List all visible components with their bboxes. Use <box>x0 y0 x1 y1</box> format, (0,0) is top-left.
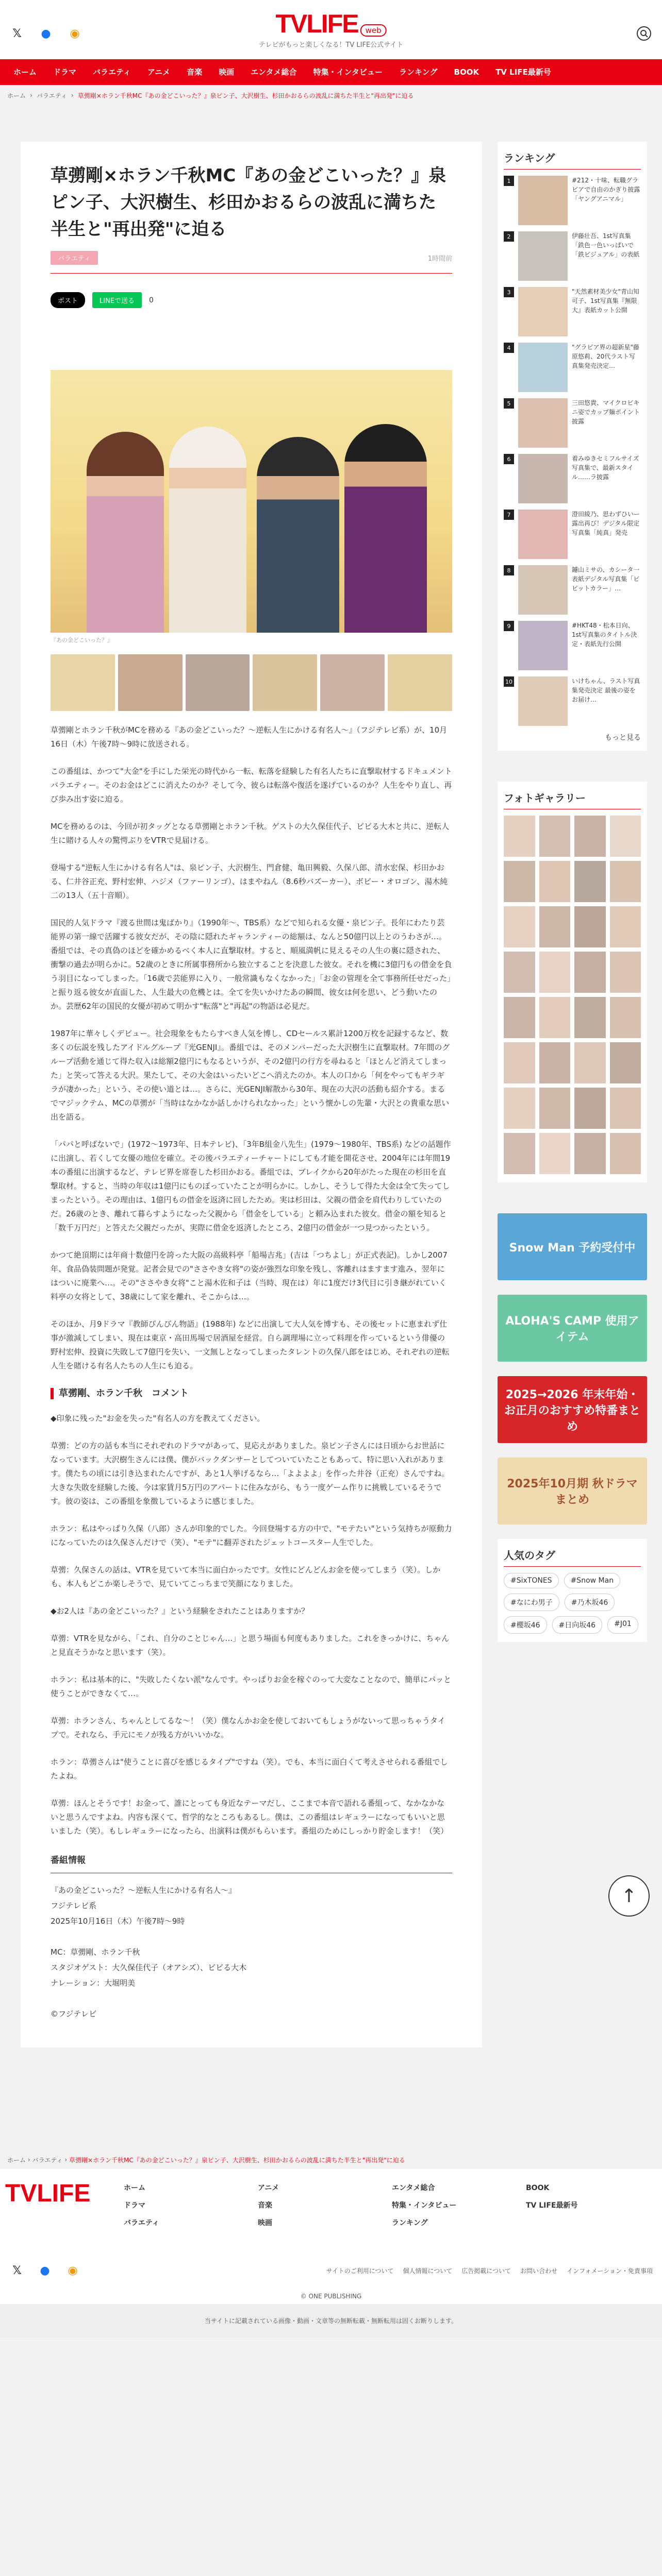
nav-music[interactable]: 音楽 <box>187 67 203 77</box>
rank-text: 伊藤壮吾、1st写真集「鉄色一色いっぱいで「鉄ビジュアル」の表紙 <box>572 232 640 258</box>
comment: 草彅：ほんとそうです！お金って、誰にとっても身近なテーマだし、ここまで本音で語れる番組って、なかなかないと思うんですよね。内容も深くて、哲学的なところもあるし。僕は、この番組はレギュラーになってもいいと思いました（笑）。もしレギュラーになったら、出演料は僕がもらいます。番組のためにしっかり貯金します！（笑） <box>51 1799 449 1836</box>
banner-newyear[interactable]: 2025→2026 年末年始・お正月のおすすめ特番まとめ <box>498 1376 647 1443</box>
gallery-thumb[interactable] <box>504 861 535 902</box>
footer-notice: 当サイトに記載されている画像・動画・文章等の無断転載・無断転用は固くお断りします。 <box>0 2304 662 2337</box>
arrow-up-icon: ↑ <box>621 1885 637 1907</box>
tags-title: 人気のタグ <box>504 1547 641 1567</box>
tag[interactable]: #乃木坂46 <box>565 1594 615 1611</box>
rank-text: "天然素材美少女"青山知可子、1st写真集『無限大』表紙カット公開 <box>572 288 640 314</box>
breadcrumb-current: 草彅剛×ホラン千秋MC『あの金どこいった？』泉ピン子、大沢樹生、杉田かおるらの波乱に満ちた半生と"再出発"に迫る <box>69 2156 405 2164</box>
gallery-thumb[interactable] <box>539 906 571 947</box>
rank-text: 鑢山ミサの、カシータ一表紙デジタル写真集「ビビットカラー」… <box>572 566 640 592</box>
gallery-title: フォトギャラリー <box>504 790 641 809</box>
footer-small-link[interactable]: 個人情報について <box>403 2267 453 2275</box>
hero-image <box>51 370 452 633</box>
gallery-thumb[interactable] <box>610 861 641 902</box>
comment: ◆印象に残った"お金を失った"有名人の方を教えてください。 <box>51 1414 265 1423</box>
ranking-item[interactable] <box>504 231 641 281</box>
search-icon[interactable] <box>636 26 652 41</box>
rss-icon[interactable]: ◉ <box>68 2264 78 2277</box>
paragraph: そのほか、月9ドラマ『教師びんびん物語』(1988年) などに出演して大人気を博すも、その後セットに恵まれず仕事が激減してしまい、現在は東京・高田馬場で居酒屋を経営。自ら調理場に立って料理を作っているという俳優の野村宏伸、投資に失敗して7億円を失い、一文無しとなってしまったタレントの久保八郎をはじめ、それぞれの逆転人生を賭ける有名人たちの人生にも迫る。 <box>51 1319 450 1370</box>
rank-text: 三田悠貴、マイクロビキニ姿でカップ麺ポイント披露 <box>572 399 640 425</box>
rank-text: 澄田綾乃、思わずひいー露出再び！デジタル限定写真集「純真」発売 <box>572 511 640 536</box>
rank-number: 2 <box>504 231 514 242</box>
nav-feature[interactable]: 特集・インタビュー <box>313 67 383 77</box>
breadcrumb-current: 草彅剛×ホラン千秋MC『あの金どこいった？』泉ピン子、大沢樹生、杉田かおるらの波乱に満ちた半生と"再出発"に迫る <box>77 92 414 99</box>
comment: 草彅：VTRを見ながら、「これ、自分のことじゃん…」と思う場面も何度もありました。これをきっかけに、ちゃんと見直そうかなと思います（笑）。 <box>51 1634 450 1657</box>
sidebar <box>498 142 647 1673</box>
nav-entame[interactable]: エンタメ総合 <box>251 67 297 77</box>
paragraph: かつて絶頂期には年商十数億円を誇った大阪の高級料亭「船場吉兆」(吉は「つちよし」が正式表記)。しかし2007年、食品偽装問題が発覚。記者会見での"ささやき女将"の姿が強烈な印象を残し、客離れはますます進み、翌年にはついに廃業へ…。その"ささやき女将"こと湯木佐和子は（当時、現在は）年に1度だけ3代目に引き継がれていく料亭の女将として、38歳にして家を離れ、そこからは…。 <box>51 1250 448 1301</box>
gallery-thumb[interactable] <box>539 952 571 993</box>
info-line: ©フジテレビ <box>51 2009 97 2019</box>
nav-anime[interactable]: アニメ <box>147 67 171 77</box>
gallery-thumb[interactable] <box>574 861 606 902</box>
article-date: 1時間前 <box>427 255 452 263</box>
tag[interactable]: #日向坂46 <box>552 1616 603 1634</box>
tag[interactable]: #櫻坂46 <box>504 1616 547 1634</box>
info-line: 『あの金どこいった？〜逆転人生にかける有名人〜』 <box>51 1886 237 1895</box>
footer-link[interactable]: バラエティ <box>124 2219 159 2227</box>
logo-text: TVLIFE <box>275 9 358 38</box>
gallery-thumb[interactable] <box>610 952 641 993</box>
gallery-thumb[interactable] <box>539 997 571 1038</box>
rank-text: #212・十味、転職グラビアで自由のかぎり披露「ヤングアニマル」 <box>572 177 640 202</box>
gallery-thumb[interactable] <box>574 1042 606 1083</box>
category-badge[interactable]: バラエティ <box>51 251 98 265</box>
footer-small-link[interactable]: インフォメーション・免責事項 <box>567 2267 653 2275</box>
nav-home[interactable]: ホーム <box>13 67 37 77</box>
footer-small-link[interactable]: お問い合わせ <box>520 2267 558 2275</box>
info-line: ナレーション：大堀明美 <box>51 1978 136 1988</box>
rank-number: 3 <box>504 287 514 297</box>
rank-number: 1 <box>504 176 514 186</box>
ranking-item[interactable] <box>504 176 641 225</box>
rank-number: 8 <box>504 565 514 575</box>
gallery-thumb[interactable] <box>504 816 535 857</box>
info-line: フジテレビ系 <box>51 1901 97 1910</box>
gallery-thumb[interactable] <box>574 906 606 947</box>
paragraph: 1987年に華々しくデビュー。社会現象をもたらすべき人気を博し、CDセールス累計1200万枚を記録するなど、数多くの伝説を残したアイドルグループ『光GENJI』。番組では、そのメンバーだった大沢樹生に直撃取材。7年間のグループ活動を通じて得た収入は総額2億円にもなるというが、その2億円の行方を尋ねると「ほとんど消えてしまった」と笑って答える大沢。果たして、その大金はいったいどこへ消えたのか。本人の口から「何をやってもギラギラが凄かった」という、その使い道とは…。さらに、光GENJI解散から30年、現在の大沢の活動も紹介する。まるでマジックテム、MCの草彅が「当時はなかなか話しかけられなかった」という懐かしの先輩・大沢との貴重な思い出を語る。 <box>51 1029 450 1122</box>
x-icon[interactable]: 𝕏 <box>12 27 22 40</box>
paragraph: 登場する"逆転人生にかける有名人"は、泉ピン子、大沢樹生、門倉健、亀田興毅、久保八郎、清水宏保、杉田かおる、仁井谷正充、野村宏伸、ハジメ（ファーリンゴ）、はまやねん（8.6秒バズーカー）、ボビー・オロゴン、湯木純二の13人（五十音順）。 <box>51 863 448 900</box>
copyright: © ONE PUBLISHING <box>300 2293 362 2300</box>
gallery-thumb[interactable] <box>539 861 571 902</box>
footer-link[interactable]: ドラマ <box>124 2201 145 2210</box>
ranking-item[interactable] <box>504 454 641 503</box>
info-line: MC：草彅剛、ホラン千秋 <box>51 1947 140 1957</box>
hero-caption: 『あの金どこいった？』 <box>51 637 113 643</box>
gallery-thumb[interactable] <box>504 997 535 1038</box>
gallery-thumb[interactable] <box>610 1088 641 1129</box>
gallery-thumb[interactable] <box>539 1042 571 1083</box>
comment: 草彅：久保さんの話は、VTRを見ていて本当に面白かったです。女性にどんどんお金を使ってしまう（笑）。しかも、本人もどこか楽しそうで、見ていてこっちまで笑顔になりました。 <box>51 1565 441 1588</box>
header <box>0 0 662 59</box>
banner-autumn-drama[interactable]: 2025年10月期 秋ドラマまとめ <box>498 1458 647 1524</box>
article-body <box>51 723 452 2022</box>
comment: ホラン：草彅さんは"使うことに喜びを感じるタイプ"ですね（笑）。でも、本当に面白くて考えさせられる番組でしたよね。 <box>51 1757 448 1781</box>
gallery-grid <box>504 816 641 1174</box>
ranking-item[interactable] <box>504 343 641 392</box>
article-title: 草彅剛×ホラン千秋MC『あの金どこいった？』泉ピン子、大沢樹生、杉田かおるらの波乱に満ちた半生と"再出発"に迫る <box>51 165 446 240</box>
gallery-thumb[interactable] <box>574 1133 606 1174</box>
paragraph: 「パパと呼ばないで」(1972〜1973年、日本テレビ)、「3年B組金八先生」(1979〜1980年、TBS系) などの話題作に出演し、若くして女優の地位を確立。その後バラエティーチャートにしても才能を開花させ、2004年には年間19本の番組に出演するなど、テレビ界を席巻した杉田かおる。番組では、ブレイクから20年がたった現在の杉田を直撃取材。すると、当時の年収は1億円にものぼっていたことが明らかに。しかし、そうして得た大金は全て失ってしまったという。その理由は、1億円もの借金を返済に回したため。実は杉田は、父親の借金を肩代わりしていたのだ。26歳のとき、離れて暮らすようになった父親から「借金をしている」と頼み込まれた彼女。借金の額を知ると「数千万円だ」と答えた父親だったが、実際に借金を返済したところ、2億円の借金が一つ見つかったという。 <box>51 1140 451 1232</box>
tag[interactable]: #SixTONES <box>504 1573 559 1588</box>
rank-number: 6 <box>504 454 514 464</box>
gallery-thumb[interactable] <box>504 1042 535 1083</box>
ranking-item[interactable] <box>504 621 641 670</box>
rank-number: 9 <box>504 621 514 631</box>
footer-link[interactable]: 特集・インタビュー <box>392 2201 457 2210</box>
gallery-thumb[interactable] <box>610 906 641 947</box>
info-heading: 番組情報 <box>51 1854 452 1873</box>
share-x-button[interactable]: ポスト <box>51 292 85 308</box>
program-info <box>51 1883 452 2022</box>
banner-aloha-camp[interactable]: ALOHA'S CAMP 使用アイテム <box>498 1295 647 1362</box>
footer-logo[interactable]: TVLIFE <box>5 2180 91 2207</box>
footer-small-link[interactable]: 広告掲載について <box>461 2267 511 2275</box>
share-line-button[interactable]: LINEで送る <box>92 292 142 308</box>
thumbnail[interactable] <box>253 654 317 711</box>
breadcrumb: ホーム › バラエティ › 草彅剛×ホラン千秋MC『あの金どこいった？』泉ピン子、大沢樹生、杉田かおるらの波乱に満ちた半生と"再出発"に迫る <box>0 85 662 106</box>
nav-latest[interactable]: TV LIFE最新号 <box>495 67 551 77</box>
rank-text: 着みゆきセミフルサイズ写真集で、最新スタイル……ラ披露 <box>572 455 639 481</box>
gallery-thumb[interactable] <box>539 1088 571 1129</box>
page-top-button[interactable] <box>608 1875 650 1917</box>
facebook-icon[interactable]: ● <box>40 2264 50 2277</box>
gallery-thumb[interactable] <box>574 1088 606 1129</box>
breadcrumb-home[interactable]: ホーム <box>7 2156 26 2164</box>
rank-number: 7 <box>504 510 514 520</box>
rank-text: いけちゃん、ラスト写真集発売決定 最後の姿をお届け… <box>572 677 640 703</box>
header-social <box>9 26 82 41</box>
ranking-item[interactable] <box>504 565 641 615</box>
rank-text: #HKT48・松本日向、1st写真集のタイトル決定・表紙先行公開 <box>572 622 637 648</box>
site-logo[interactable] <box>259 10 404 49</box>
gallery-thumb[interactable] <box>504 1088 535 1129</box>
gallery-thumb[interactable] <box>504 952 535 993</box>
ranking-item[interactable] <box>504 287 641 336</box>
footer-link[interactable]: エンタメ総合 <box>392 2184 435 2192</box>
comment-heading: 草彅剛、ホラン千秋 コメント <box>51 1386 452 1400</box>
facebook-icon[interactable]: ● <box>41 27 51 40</box>
gallery-thumb[interactable] <box>539 816 571 857</box>
paragraph: この番組は、かつて"大金"を手にした栄光の時代から一転、転落を経験した有名人たちに直撃取材するドキュメントバラエティー。そのお金はどこに消えたのか？そして今、彼らは転落や復活を遂げているのか？人生をやり直し、再び歩み出す姿に迫る。 <box>51 767 452 804</box>
share-bar <box>51 292 452 308</box>
ranking-box <box>498 142 647 751</box>
footer <box>0 2150 662 2337</box>
footer-nav <box>0 2169 662 2252</box>
global-nav <box>0 59 662 85</box>
nav-drama[interactable]: ドラマ <box>53 67 77 77</box>
ranking-title: ランキング <box>504 150 641 170</box>
nav-movie[interactable]: 映画 <box>219 67 235 77</box>
comment: ◆お2人は『あの金どこいった？』という経験をされたことはありますか？ <box>51 1606 309 1616</box>
breadcrumb-home[interactable]: ホーム <box>7 92 26 99</box>
thumbnail[interactable] <box>186 654 250 711</box>
gallery-thumb[interactable] <box>574 816 606 857</box>
comment: 草彅：ホランさん、ちゃんとしてるな〜！（笑）僕なんかお金を使しておいてもしょうがないって思っちゃうタイプで。それなら、手元にモノが残る方がいいかな。 <box>51 1716 445 1739</box>
footer-link[interactable]: ホーム <box>124 2184 145 2192</box>
gallery-thumb[interactable] <box>610 997 641 1038</box>
gallery-thumb[interactable] <box>504 1133 535 1174</box>
gallery-thumb[interactable] <box>610 1042 641 1083</box>
tags-box <box>498 1539 647 1642</box>
rank-number: 4 <box>504 343 514 353</box>
comment: ホラン：私は基本的に、"失敗したくない派"なんです。やっぱりお金を稼ぐのって大変なことなので、簡単にパッと使うことができなくて…。 <box>51 1675 452 1698</box>
ranking-item[interactable] <box>504 676 641 726</box>
paragraph: 国民的人気ドラマ『渡る世間は鬼ばかり』（1990年〜、TBS系）などで知られる女優・泉ピン子。長年にわたり芸能界の第一線で活躍する彼女だが、その陰に隠れたギャランティーの総額は、なんと50億円以上とのうわさが…。番組では、その真偽のほどを確かめるべく本人に直撃取材。すると、順風満帆に見えるその人生の裏に隠された、衝撃の過去が明らかに。52歳のときに所属事務所から独立することを決意した彼女。それを機に3億円もの借金を負う羽目になってしまった。「16歳で芸能界に入り、一般常識もなくなかった」「お金の管理を全て事務所任せだった」と振り返る彼女が直面した、人生最大の危機とは。全てを失いかけたあの瞬間、彼女は何を思い、どう動いたのか。芸歴62年の国民的女優が初めて明かす"転落"と"再起"の物語は必見だ。 <box>51 918 452 1011</box>
x-icon[interactable]: 𝕏 <box>12 2264 22 2277</box>
gallery-thumb[interactable] <box>610 816 641 857</box>
rss-icon[interactable]: ◉ <box>70 27 80 40</box>
paragraph: 草彅剛とホラン千秋がMCを務める『あの金どこいった？〜逆転人生にかける有名人〜』（フジテレビ系）が、10月16日（木）午後7時〜9時に放送される。 <box>51 725 448 749</box>
rank-text: "グラビア界の超新星"藤原悠莉、20代ラスト写真集発売決定… <box>572 344 640 369</box>
banner-snowman[interactable]: Snow Man 予約受付中 <box>498 1213 647 1280</box>
tagline: テレビがもっと楽しくなる！TV LIFE公式サイト <box>258 41 404 49</box>
footer-link[interactable]: 映画 <box>258 2219 272 2227</box>
share-count: 0 <box>149 296 154 304</box>
paragraph: MCを務めるのは、今回が初タッグとなる草彅剛とホラン千秋。ゲストの大久保佳代子、ビビる大木と共に、逆転人生に賭ける人々の驚愕ぶりをVTRで見届ける。 <box>51 822 450 845</box>
ranking-item[interactable] <box>504 510 641 559</box>
rank-number: 10 <box>504 676 514 687</box>
breadcrumb-category[interactable]: バラエティ <box>36 92 67 99</box>
nav-variety[interactable]: バラエティ <box>93 67 131 77</box>
gallery-thumb[interactable] <box>539 1133 571 1174</box>
footer-link[interactable]: 音楽 <box>258 2201 272 2210</box>
thumbnail[interactable] <box>51 654 115 711</box>
gallery-box <box>498 782 647 1182</box>
footer-small-link[interactable]: サイトのご利用について <box>326 2267 394 2275</box>
footer-breadcrumb: ホーム › バラエティ › 草彅剛×ホラン千秋MC『あの金どこいった？』泉ピン子、大沢樹生、杉田かおるらの波乱に満ちた半生と"再出発"に迫る <box>0 2150 662 2169</box>
footer-link[interactable]: BOOK <box>526 2184 550 2192</box>
footer-social-row <box>0 2252 662 2289</box>
info-line: 2025年10月16日（木）午後7時〜9時 <box>51 1917 185 1926</box>
ranking-item[interactable] <box>504 398 641 448</box>
logo-badge: web <box>360 24 387 37</box>
thumbnail-strip <box>51 654 452 711</box>
comment: 草彅：どの方の話も本当にそれぞれのドラマがあって、見応えがありました。泉ピン子さんには日頃からお世話になっています。大沢樹生さんには僕、僕がバックダンサーとしてついていたこともあって、特に思い入れがあります。僕たちの頃には引き込まれたんですが、あと1人挙げるなら…「よよよよ」を作った井谷（正充）さんですね。大きな失敗を経験した後、今は家賃月5万円のアパートに住みながら、もう一度ゲーム作りに挑戦しているそうです。彼の姿は、この番組を象徴しているように感じました。 <box>51 1441 450 1506</box>
thumbnail[interactable] <box>118 654 183 711</box>
gallery-thumb[interactable] <box>504 906 535 947</box>
info-line: スタジオゲスト：大久保佳代子（オアシズ）、ビビる大木 <box>51 1963 247 1972</box>
gallery-thumb[interactable] <box>574 997 606 1038</box>
nav-book[interactable]: BOOK <box>454 67 479 77</box>
thumbnail[interactable] <box>388 654 452 711</box>
tag[interactable]: #Snow Man <box>564 1573 621 1588</box>
breadcrumb-category[interactable]: バラエティ <box>32 2156 63 2164</box>
gallery-thumb[interactable] <box>574 952 606 993</box>
gallery-thumb[interactable] <box>610 1133 641 1174</box>
tag[interactable]: #なにわ男子 <box>504 1594 559 1611</box>
footer-link[interactable]: アニメ <box>258 2184 279 2192</box>
nav-ranking[interactable]: ランキング <box>399 67 438 77</box>
rank-number: 5 <box>504 398 514 409</box>
footer-link[interactable]: ランキング <box>392 2219 428 2227</box>
article <box>21 142 482 2047</box>
footer-link[interactable]: TV LIFE最新号 <box>526 2201 578 2210</box>
tag[interactable]: #J01 <box>607 1616 638 1634</box>
ranking-more-link[interactable]: もっと見る <box>605 734 641 742</box>
thumbnail[interactable] <box>320 654 385 711</box>
comment: ホラン：私はやっぱり久保（八郎）さんが印象的でした。今回登場する方の中で、"モテたい"という気持ちが原動力になっていたのは久保さんだけで（笑）、"モテ"に翻弄されたジェットコースター人生でした。 <box>51 1524 452 1547</box>
